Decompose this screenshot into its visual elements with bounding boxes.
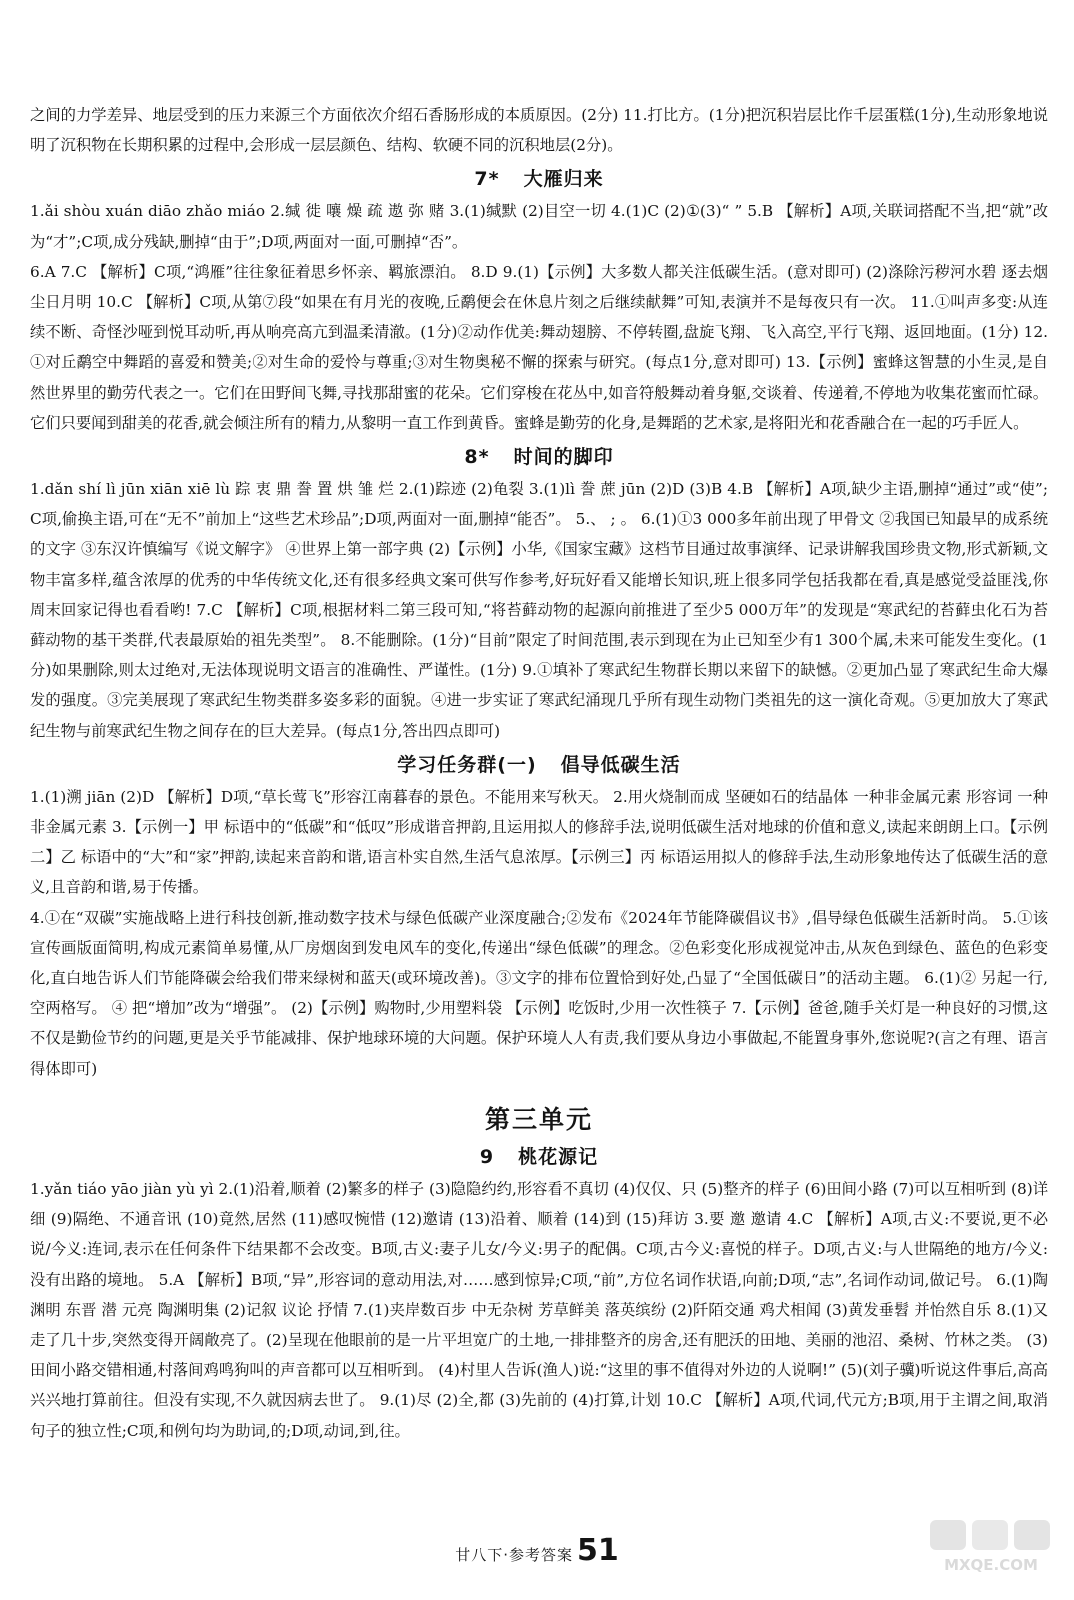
- section-heading-8: [30, 443, 1048, 471]
- section-number: 学习任务群(一): [397, 753, 537, 776]
- section-title: 时间的脚印: [513, 446, 614, 469]
- section-number: 9: [479, 1145, 495, 1168]
- answer-paragraph: 1.ǎi shòu xuán diāo zhǎo miáo 2.缄 徙 嚷 燥 疏 遨 弥 赌 3.(1)缄默 (2)目空一切 4.(1)C (2)①(3)“ ” 5.B 【解析】A项,关联词搭配不当,把“就”改为“才”;C项,成分残缺,删掉“由于”;D项,两面对一面,可删掉“否”。: [30, 202, 1048, 251]
- section-title: 大雁归来: [523, 168, 604, 191]
- watermark-logo: [926, 1518, 1056, 1576]
- section-number: 8*: [464, 446, 490, 469]
- section-heading-7: [30, 165, 1048, 193]
- section-title: 倡导低碳生活: [560, 753, 681, 776]
- answer-paragraph: 1.(1)溯 jiān (2)D 【解析】D项,“草长莺飞”形容江南暮春的景色。不能用来写秋天。 2.用火烧制而成 坚硬如石的结晶体 一种非金属元素 形容词 一种非金属元素 3.【示例一】甲 标语中的“低碳”和“低叹”形成谐音押韵,且运用拟人的修辞手法,说明低碳生活对地球的价值和意义,读起来朗朗上口。【示例二】乙 标语中的“大”和“家”押韵,读起来音韵和谐,语言朴实自然,生活气息浓厚。【示例三】丙 标语运用拟人的修辞手法,生动形象地传达了低碳生活的意义,且音韵和谐,易于传播。: [30, 787, 1048, 897]
- section-title: 桃花源记: [518, 1145, 599, 1168]
- answer-paragraph: 6.A 7.C 【解析】C项,“鸿雁”往往象征着思乡怀亲、羁旅漂泊。 8.D 9.(1)【示例】大多数人都关注低碳生活。(意对即可) (2)涤除污秽河水碧 逐去烟尘日月明 10.C 【解析】C项,从第⑦段“如果在有月光的夜晚,丘鹬便会在休息片刻之后继续献舞”可知,表演并不是每夜只有一次。 11.①叫声多变:从连续不断、奇怪沙哑到悦耳动听,再从响亮高亢到温柔清澈。(1分)②动作优美:舞动翅膀、不停转圈,盘旋飞翔、飞入高空,平行飞翔、返回地面。(1分) 12.①对丘鹬空中舞蹈的喜爱和赞美;②对生命的爱怜与尊重;③对生物奥秘不懈的探索与研究。(每点1分,意对即可) 13.【示例】蜜蜂这智慧的小生灵,是自然世界里的勤劳代表之一。它们在田野间飞舞,寻找那甜蜜的花朵。它们穿梭在花丛中,如音符般舞动着身躯,交谈着、传递着,不停地为收集花蜜而忙碌。它们只要闻到甜美的花香,就会倾注所有的精力,从黎明一直工作到黄昏。蜜蜂是勤劳的化身,是舞蹈的艺术家,是将阳光和花香融合在一起的巧手匠人。: [30, 262, 1048, 432]
- footer-label: 甘八下·参考答案: [455, 1546, 574, 1564]
- section-heading-task-group: [30, 751, 1048, 779]
- answer-paragraph: 4.①在“双碳”实施战略上进行科技创新,推动数字技术与绿色低碳产业深度融合;②发布《2024年节能降碳倡议书》,倡导绿色低碳生活新时尚。 5.①该宣传画版面简明,构成元素简单易懂,从厂房烟囱到发电风车的变化,传递出“绿色低碳”的理念。②色彩变化形成视觉冲击,从灰色到绿色、蓝色的色彩变化,直白地告诉人们节能降碳会给我们带来绿树和蓝天(或环境改善)。③文字的排布位置恰到好处,凸显了“全国低碳日”的活动主题。 6.(1)② 另起一行,空两格写。 ④ 把“增加”改为“增强”。 (2)【示例】购物时,少用塑料袋 【示例】吃饭时,少用一次性筷子 7.【示例】爸爸,随手关灯是一种良好的习惯,这不仅是勤俭节约的问题,更是关乎节能减排、保护地球环境的大问题。保护环境人人有责,我们要从身边小事做起,不能置身事外,您说呢?(言之有理、语言得体即可): [30, 908, 1048, 1078]
- answer-paragraph: 1.dǎn shí lì jūn xiān xiē lù 踪 衷 鼎 誊 置 烘 雏 烂 2.(1)踪迹 (2)龟裂 3.(1)lì 誊 蔗 jūn (2)D (3)B 4.B 【解析】A项,缺少主语,删掉“通过”或“使”;C项,偷换主语,可在“无不”前加上“这些艺术珍品”;D项,两面对一面,删掉“能否”。 5.、 ; 。 6.(1)①3 000多年前出现了甲骨文 ②我国已知最早的成系统的文字 ③东汉许慎编写《说文解字》 ④世界上第一部字典 (2)【示例】小华,《国家宝藏》这档节目通过故事演绎、记录讲解我国珍贵文物,形式新颖,文物丰富多样,蕴含浓厚的优秀的中华传统文化,还有很多经典文案可供写作参考,好玩好看又能增长知识,班上很多同学包括我都在看,真是感觉受益匪浅,你周末回家记得也看看哟! 7.C 【解析】C项,根据材料二第三段可知,“将苔藓动物的起源向前推进了至少5 000万年”的发现是“寒武纪的苔藓虫化石为苔藓动物的基干类群,代表最原始的祖先类型”。 8.不能删除。(1分)“目前”限定了时间范围,表示到现在为止已知至少有1 300个属,未来可能发生变化。(1分)如果删除,则太过绝对,无法体现说明文语言的准确性、严谨性。(1分) 9.①填补了寒武纪生物群长期以来留下的缺憾。②更加凸显了寒武纪生命大爆发的强度。③完美展现了寒武纪生物类群多姿多彩的面貌。④进一步实证了寒武纪涌现几乎所有现生动物门类祖先的这一演化奇观。⑤更加放大了寒武纪生物与前寒武纪生物之间存在的巨大差异。(每点1分,答出四点即可): [30, 480, 1048, 740]
- continuation-paragraph: 之间的力学差异、地层受到的压力来源三个方面依次介绍石香肠形成的本质原因。(2分) 11.打比方。(1分)把沉积岩层比作千层蛋糕(1分),生动形象地说明了沉积物在长期积累的过程中,会形成一层层颜色、结构、软硬不同的沉积地层(2分)。: [30, 106, 1048, 155]
- section-number: 7*: [474, 168, 500, 191]
- watermark-text: MXQE.COM: [944, 1556, 1038, 1574]
- unit-title: 第三单元: [484, 1104, 593, 1134]
- page-number: 51: [577, 1533, 619, 1568]
- answer-content: [30, 100, 1048, 1446]
- page-footer: [0, 1533, 1074, 1568]
- section-heading-9: [30, 1143, 1048, 1171]
- answer-paragraph: 1.yǎn tiáo yāo jiàn yù yì 2.(1)沿着,顺着 (2)繁多的样子 (3)隐隐约约,形容看不真切 (4)仅仅、只 (5)整齐的样子 (6)田间小路 (7)可以互相听到 (8)详细 (9)隔绝、不通音讯 (10)竟然,居然 (11)感叹惋惜 (12)邀请 (13)沿着、顺着 (14)到 (15)拜访 3.要 邀 邀请 4.C 【解析】A项,古义:不要说,更不必说/今义:连词,表示在任何条件下结果都不会改变。B项,古义:妻子儿女/今义:男子的配偶。C项,古今义:喜悦的样子。D项,古义:与人世隔绝的地方/今义:没有出路的境地。 5.A 【解析】B项,“异”,形容词的意动用法,对……感到惊异;C项,“前”,方位名词作状语,向前;D项,“志”,名词作动词,做记号。 6.(1)陶渊明 东晋 潜 元亮 陶渊明集 (2)记叙 议论 抒情 7.(1)夹岸数百步 中无杂树 芳草鲜美 落英缤纷 (2)阡陌交通 鸡犬相闻 (3)黄发垂髫 并怡然自乐 8.(1)又走了几十步,突然变得开阔敞亮了。(2)呈现在他眼前的是一片平坦宽广的土地,一排排整齐的房舍,还有肥沃的田地、美丽的池沼、桑树、竹林之类。 (3)田间小路交错相通,村落间鸡鸣狗叫的声音都可以互相听到。 (4)村里人告诉(渔人)说:“这里的事不值得对外边的人说啊!” (5)(刘子骥)听说这件事后,高高兴兴地打算前往。但没有实现,不久就因病去世了。 9.(1)尽 (2)全,都 (3)先前的 (4)打算,计划 10.C 【解析】A项,代词,代元方;B项,用于主谓之间,取消句子的独立性;C项,和例句均为助词,的;D项,动词,到,往。: [30, 1179, 1048, 1440]
